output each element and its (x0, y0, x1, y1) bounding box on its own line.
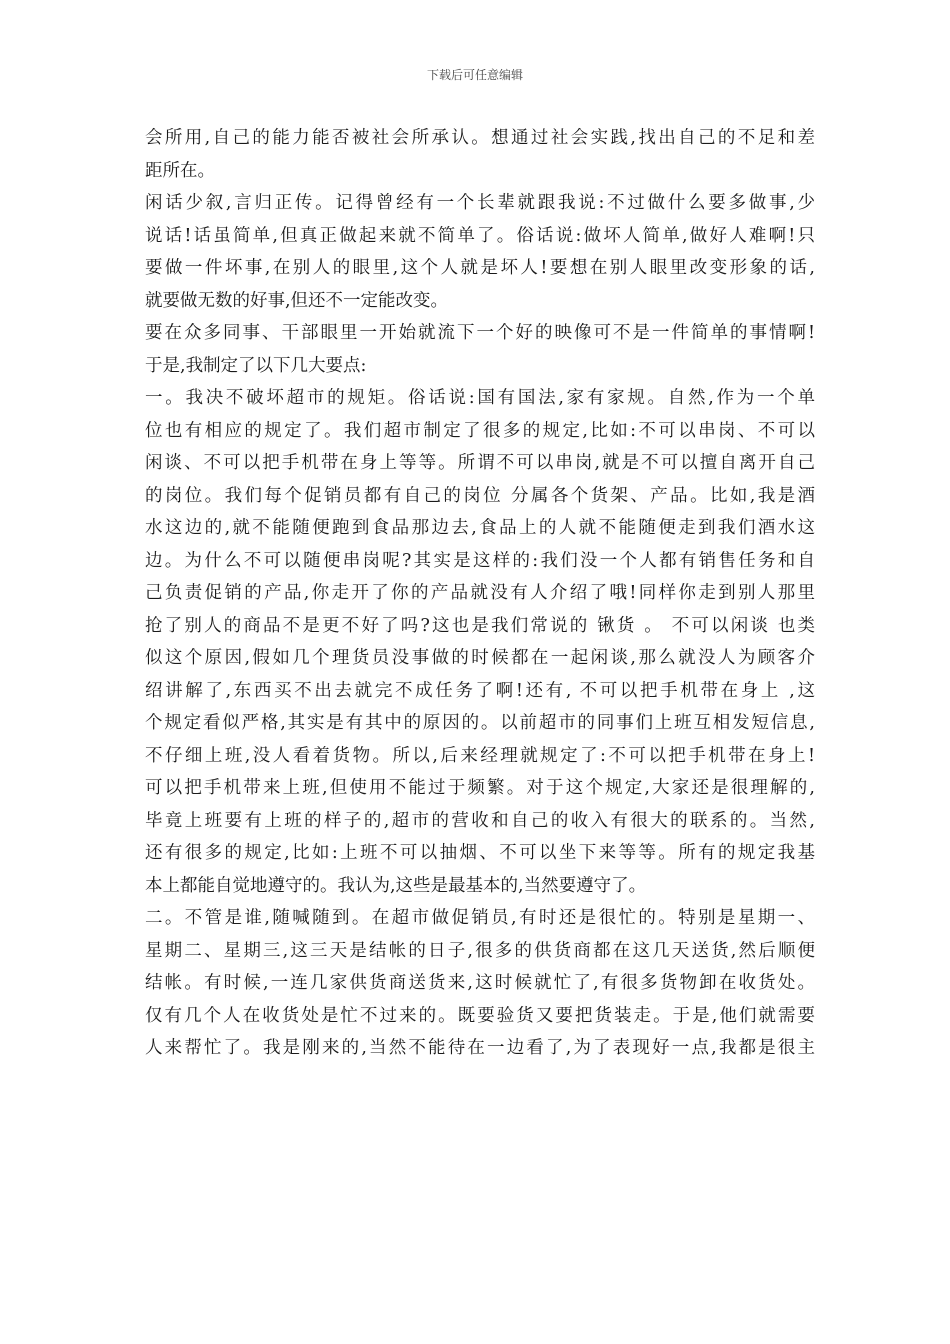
text-line: 可以把手机带来上班,但使用不能过于频繁。对于这个规定,大家还是很理解的, (145, 778, 815, 798)
text-line: 水这边的,就不能随便跑到食品那边去,食品上的人就不能随便走到我们酒水这 (145, 518, 815, 538)
text-line: 不仔细上班,没人看着货物。所以,后来经理就规定了:不可以把手机带在身上! (145, 745, 815, 766)
text-line: 闲话少叙,言归正传。记得曾经有一个长辈就跟我说:不过做什么要多做事,少 (145, 193, 815, 213)
text-line: 绍讲解了,东西买不出去就完不成任务了啊!还有, 不可以把手机带在身上 ,这 (145, 680, 815, 701)
text-line: 似这个原因,假如几个理货员没事做的时候都在一起闲谈,那么就没人为顾客介 (145, 648, 815, 668)
text-line: 本上都能自觉地遵守的。我认为,这些是最基本的,当然要遵守了。 (145, 875, 647, 896)
text-line: 还有很多的规定,比如:上班不可以抽烟、不可以坐下来等等。所有的规定我基 (145, 843, 815, 863)
text-line: 个规定看似严格,其实是有其中的原因的。以前超市的同事们上班互相发短信息, (145, 713, 815, 733)
text-line: 于是,我制定了以下几大要点: (145, 355, 367, 376)
text-line: 距所在。 (145, 160, 215, 181)
page-header: 下载后可任意编辑 (426, 68, 523, 82)
text-line: 人来帮忙了。我是刚来的,当然不能待在一边看了,为了表现好一点,我都是很主 (145, 1038, 815, 1058)
text-line: 就要做无数的好事,但还不一定能改变。 (145, 290, 449, 311)
text-line: 仅有几个人在收货处是忙不过来的。既要验货又要把货装走。于是,他们就需要 (145, 1005, 815, 1026)
text-line: 边。为什么不可以随便串岗呢?其实是这样的:我们没一个人都有销售任务和自 (145, 550, 815, 571)
text-line: 位也有相应的规定了。我们超市制定了很多的规定,比如:不可以串岗、不可以 (145, 420, 815, 441)
text-line: 星期二、星期三,这三天是结帐的日子,很多的供货商都在这几天送货,然后顺便 (145, 940, 815, 961)
text-line: 要在众多同事、干部眼里一开始就流下一个好的映像可不是一件简单的事情啊! (145, 323, 815, 343)
text-line: 要做一件坏事,在别人的眼里,这个人就是坏人!要想在别人眼里改变形象的话, (145, 258, 815, 278)
text-line: 会所用,自己的能力能否被社会所承认。想通过社会实践,找出自己的不足和差 (145, 128, 815, 148)
text-line: 二。不管是谁,随喊随到。在超市做促销员,有时还是很忙的。特别是星期一、 (145, 908, 815, 928)
text-line: 抢了别人的商品不是更不好了吗?这也是我们常说的 锹货 。 不可以闲谈 也类 (145, 615, 815, 636)
text-line: 的岗位。我们每个促销员都有自己的岗位 分属各个货架、产品。比如,我是酒 (145, 485, 815, 506)
text-line: 说话!话虽简单,但真正做起来就不简单了。俗话说:做坏人简单,做好人难啊!只 (145, 225, 815, 246)
document-body (145, 122, 815, 1065)
text-line: 毕竟上班要有上班的样子的,超市的营收和自己的收入有很大的联系的。当然, (145, 810, 815, 831)
text-line: 闲谈、不可以把手机带在身上等等。所谓不可以串岗,就是不可以擅自离开自己 (145, 453, 815, 473)
text-line: 己负责促销的产品,你走开了你的产品就没有人介绍了哦!同样你走到别人那里 (145, 583, 815, 603)
text-line: 一。我决不破坏超市的规矩。俗话说:国有国法,家有家规。自然,作为一个单 (145, 388, 815, 408)
text-line: 结帐。有时候,一连几家供货商送货来,这时候就忙了,有很多货物卸在收货处。 (145, 973, 815, 993)
